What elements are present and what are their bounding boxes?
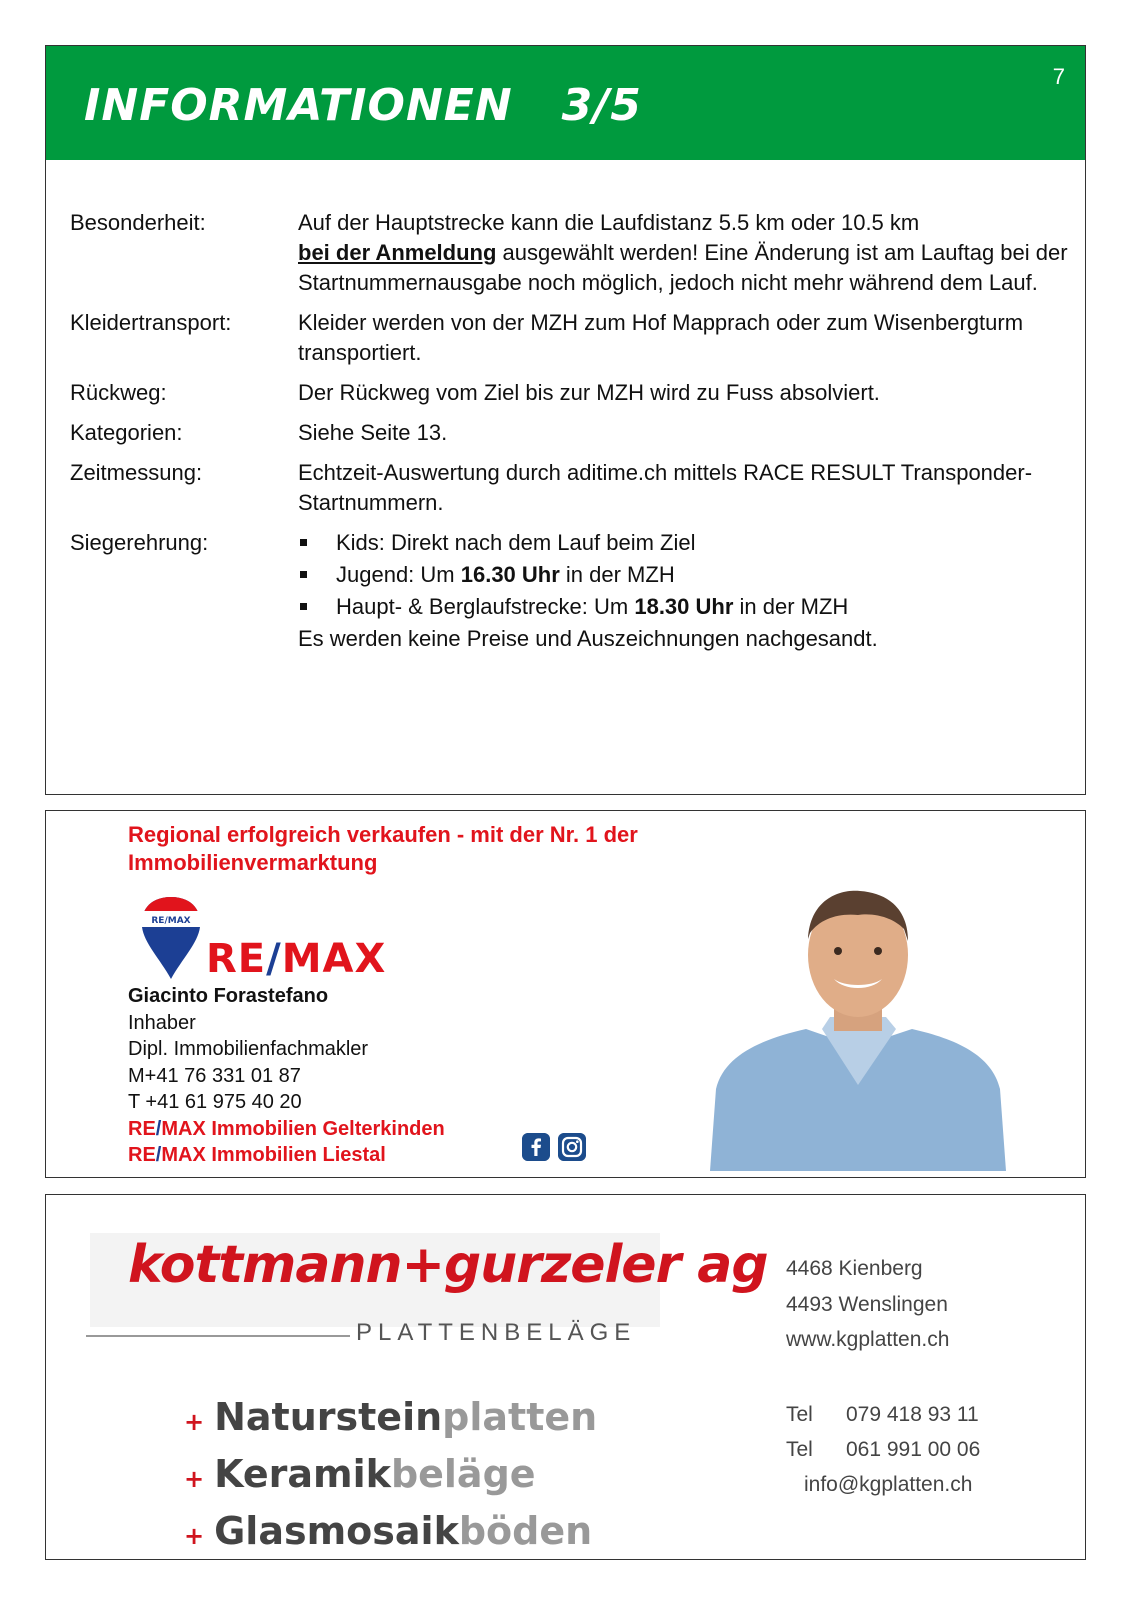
office-slash: / xyxy=(155,1144,162,1166)
bullet-square-icon xyxy=(298,560,310,590)
info-row-siegerehrung xyxy=(70,528,1070,654)
contact-photo xyxy=(710,879,1006,1171)
phone-line xyxy=(786,1397,980,1432)
remax-logo-max: MAX xyxy=(281,936,387,982)
row-label: Kategorien: xyxy=(70,420,183,445)
info-row-besonderheit xyxy=(70,208,1070,298)
contact-phone: T +41 61 975 40 20 xyxy=(128,1091,302,1113)
besonderheit-text-1: Auf der Hauptstrecke kann die Laufdistanz 5.5 km oder 10.5 km xyxy=(298,210,920,235)
remax-logo xyxy=(206,936,387,982)
service-item xyxy=(184,1448,597,1505)
office-slash: / xyxy=(155,1117,162,1140)
contact-role: Inhaber xyxy=(128,1011,196,1034)
kg-phones xyxy=(786,1397,980,1502)
bullet-item xyxy=(298,560,1070,590)
row-value xyxy=(298,528,1070,654)
info-header xyxy=(46,46,1085,160)
plus-icon: + xyxy=(184,1522,205,1550)
service-part-1: Naturstein xyxy=(214,1395,443,1439)
remax-logo-re: RE xyxy=(206,936,267,982)
phone-number[interactable]: 061 991 00 06 xyxy=(846,1438,981,1461)
office-name: MAX Immobilien Gelterkinden xyxy=(161,1117,445,1140)
service-part-2: beläge xyxy=(390,1452,536,1496)
address-line: 4468 Kienberg xyxy=(786,1257,923,1280)
remax-contact xyxy=(128,983,445,1169)
service-part-2: böden xyxy=(458,1509,593,1553)
bullet-square-icon xyxy=(298,592,310,622)
siegerehrung-note: Es werden keine Preise und Auszeichnungen nachgesandt. xyxy=(298,626,878,651)
row-value: Der Rückweg vom Ziel bis zur MZH wird zu Fuss absolviert. xyxy=(298,380,880,405)
info-row-kleidertransport xyxy=(70,308,1070,368)
contact-name: Giacinto Forastefano xyxy=(128,985,329,1007)
office-name: MAX Immobilien Liestal xyxy=(161,1144,386,1166)
bullet-square-icon xyxy=(298,528,310,558)
info-row-rueckweg xyxy=(70,378,1070,408)
plus-icon: + xyxy=(184,1408,205,1436)
bullet-text: Haupt- & Berglaufstrecke: Um xyxy=(336,594,635,619)
plus-icon: + xyxy=(184,1465,205,1493)
website-link[interactable]: www.kgplatten.ch xyxy=(786,1328,950,1351)
kg-ad xyxy=(45,1194,1086,1560)
kg-services xyxy=(184,1391,597,1562)
page-title: INFORMATIONEN 3/5 xyxy=(84,80,642,131)
row-value: Kleider werden von der MZH zum Hof Mapprach oder zum Wisenbergturm transportiert. xyxy=(298,310,1024,365)
info-row-kategorien xyxy=(70,418,1070,448)
row-label: Zeitmessung: xyxy=(70,460,203,485)
office-liestal xyxy=(128,1142,445,1169)
remax-logo-slash: / xyxy=(266,936,282,982)
bullet-text: Kids: Direkt nach dem Lauf beim Ziel xyxy=(336,530,696,555)
bullet-item xyxy=(298,528,1070,558)
row-label: Besonderheit: xyxy=(70,210,206,235)
phone-line xyxy=(786,1432,980,1467)
besonderheit-underlined: bei der Anmeldung xyxy=(298,240,497,265)
service-part-1: Glasmosaik xyxy=(214,1509,459,1553)
info-rows xyxy=(70,208,1070,664)
facebook-icon[interactable] xyxy=(522,1133,550,1161)
besonderheit-text-2: ausgewählt werden! Eine Änderung ist am Lauftag bei der Startnummernausgabe noch möglich, jedoch nicht mehr während dem Lauf. xyxy=(298,240,1068,295)
balloon-text: RE/MAX xyxy=(151,916,191,926)
bullet-text-post: in der MZH xyxy=(733,594,849,619)
service-item xyxy=(184,1391,597,1448)
address-line: 4493 Wenslingen xyxy=(786,1292,948,1316)
remax-balloon-icon xyxy=(138,893,204,985)
row-value xyxy=(298,208,1070,298)
bullet-text-post: in der MZH xyxy=(559,562,675,587)
social-icons xyxy=(522,1133,586,1161)
info-section xyxy=(45,45,1086,795)
contact-title: Dipl. Immobilienfachmakler xyxy=(128,1038,369,1060)
service-part-2: platten xyxy=(442,1395,598,1439)
row-label: Siegerehrung: xyxy=(70,530,209,555)
office-gelterkinden xyxy=(128,1116,445,1143)
office-re: RE xyxy=(128,1117,156,1140)
row-label: Kleidertransport: xyxy=(70,310,232,335)
kg-subtitle: PLATTENBELÄGE xyxy=(356,1319,637,1346)
office-re: RE xyxy=(128,1144,156,1166)
info-row-zeitmessung xyxy=(70,458,1070,518)
row-value: Siehe Seite 13. xyxy=(298,420,448,445)
remax-ad xyxy=(45,810,1086,1178)
service-part-1: Keramik xyxy=(214,1452,391,1496)
kg-divider-line xyxy=(86,1335,350,1337)
email-link[interactable]: info@kgplatten.ch xyxy=(804,1473,973,1496)
service-item xyxy=(184,1505,597,1562)
kg-address xyxy=(786,1251,949,1358)
bullet-text: Jugend: Um xyxy=(336,562,461,587)
page-number: 7 xyxy=(1052,64,1065,89)
phone-label: Tel xyxy=(786,1403,813,1426)
phone-label: Tel xyxy=(786,1438,813,1461)
bullet-item xyxy=(298,592,1070,622)
row-label: Rückweg: xyxy=(70,380,167,405)
row-value: Echtzeit-Auswertung durch aditime.ch mittels RACE RESULT Transponder-Startnummern. xyxy=(298,460,1033,515)
instagram-icon[interactable] xyxy=(558,1133,586,1161)
bullet-time: 18.30 Uhr xyxy=(634,594,734,619)
remax-slogan: Regional erfolgreich verkaufen - mit der Nr. 1 der Immobilienvermarktung xyxy=(128,822,638,875)
kg-company-name: kottmann+gurzeler ag xyxy=(128,1235,768,1295)
contact-mobile: M+41 76 331 01 87 xyxy=(128,1064,301,1087)
phone-number[interactable]: 079 418 93 11 xyxy=(846,1403,979,1426)
bullet-time: 16.30 Uhr xyxy=(460,562,560,587)
